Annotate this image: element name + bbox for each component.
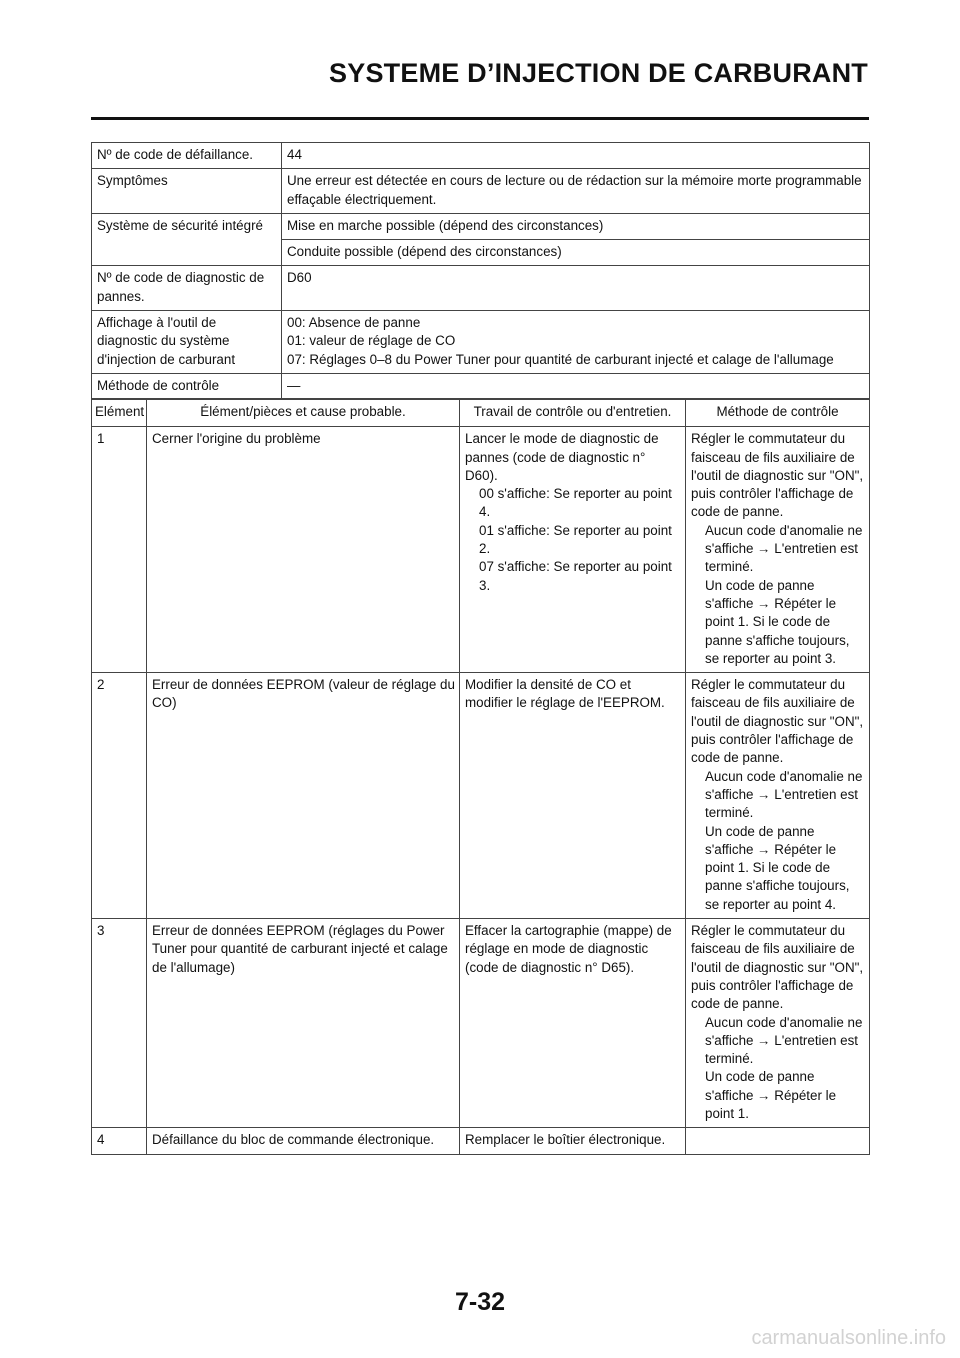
header-method: Méthode de contrôle: [686, 399, 870, 427]
safety-label: Système de sécurité intégré: [92, 213, 282, 266]
table-row: [92, 427, 870, 673]
row-method: [686, 673, 870, 919]
header-element: Élément/pièces et cause probable.: [147, 399, 460, 427]
row-item-number: 2: [92, 673, 147, 919]
method-step-no-fault: Aucun code d'anomalie ne s'affiche → L'entretien est terminé.: [705, 522, 863, 575]
symptoms-value: Une erreur est détectée en cours de lecture ou de rédaction sur la mémoire morte programmable effaçable électriquement.: [282, 169, 870, 214]
row-item-number: 1: [92, 427, 147, 673]
display-line: 01: valeur de réglage de CO: [287, 333, 456, 349]
method-intro: Régler le commutateur du faisceau de fils auxiliaire de l'outil de diagnostic sur "ON", puis contrôler l'affichage de code de panne.: [691, 677, 864, 766]
method-step-no-fault: Aucun code d'anomalie ne s'affiche → L'entretien est terminé.: [705, 1014, 863, 1067]
page-title: SYSTEME D’INJECTION DE CARBURANT: [329, 58, 868, 88]
display-line: 00: Absence de panne: [287, 315, 421, 331]
method-step-no-fault: Aucun code d'anomalie ne s'affiche → L'entretien est terminé.: [705, 768, 863, 821]
method-intro: Régler le commutateur du faisceau de fils auxiliaire de l'outil de diagnostic sur "ON", puis contrôler l'affichage de code de panne.: [691, 923, 864, 1012]
symptoms-label: Symptômes: [92, 169, 282, 214]
table-row: [92, 266, 870, 311]
tool-display-values: [282, 311, 870, 374]
page-number: 7-32: [454, 1288, 506, 1316]
work-intro: Remplacer le boîtier électronique.: [465, 1132, 666, 1148]
watermark: carmanualsonline.info: [751, 1327, 946, 1349]
row-method: [686, 1128, 870, 1154]
work-step: 01 s'affiche: Se reporter au point 2.: [479, 522, 672, 557]
header-item: Elément: [92, 399, 147, 427]
check-method-label: Méthode de contrôle: [92, 373, 282, 399]
table-row: [92, 919, 870, 1128]
row-element: Erreur de données EEPROM (valeur de réglage du CO): [147, 673, 460, 919]
diag-code-label: Nº de code de diagnostic de pannes.: [92, 266, 282, 311]
row-element: Défaillance du bloc de commande électronique.: [147, 1128, 460, 1154]
method-step-fault: Un code de panne s'affiche → Répéter le point 1. Si le code de panne s'affiche toujours, se reporter au point 3.: [705, 577, 850, 666]
row-element: Cerner l'origine du problème: [147, 427, 460, 673]
method-step-fault: Un code de panne s'affiche → Répéter le point 1.: [705, 1069, 837, 1121]
fault-code-label: Nº de code de défaillance.: [92, 143, 282, 169]
row-item-number: 3: [92, 919, 147, 1128]
table-row: [92, 373, 870, 399]
row-work: [460, 1128, 686, 1154]
safety-value-start: Mise en marche possible (dépend des circonstances): [282, 213, 870, 239]
safety-value-drive: Conduite possible (dépend des circonstances): [282, 240, 870, 266]
header-work: Travail de contrôle ou d'entretien.: [460, 399, 686, 427]
diagnosis-table: [91, 398, 870, 1155]
method-step-fault: Un code de panne s'affiche → Répéter le point 1. Si le code de panne s'affiche toujours, se reporter au point 4.: [705, 823, 850, 912]
table-row: [92, 311, 870, 374]
table-row: [92, 673, 870, 919]
table-row: [92, 1128, 870, 1154]
check-method-value: —: [282, 373, 870, 399]
display-line: 07: Réglages 0–8 du Power Tuner pour quantité de carburant injecté et calage de l'allumage: [287, 351, 834, 367]
work-intro: Effacer la cartographie (mappe) de réglage en mode de diagnostic (code de diagnostic n° D65).: [465, 923, 672, 975]
diag-code-value: D60: [282, 266, 870, 311]
table-header-row: [92, 399, 870, 427]
method-intro: Régler le commutateur du faisceau de fils auxiliaire de l'outil de diagnostic sur "ON", puis contrôler l'affichage de code de panne.: [691, 431, 864, 520]
work-step: 07 s'affiche: Se reporter au point 3.: [479, 559, 672, 593]
table-row: [92, 169, 870, 214]
work-intro: Lancer le mode de diagnostic de pannes (code de diagnostic n° D60).: [465, 431, 659, 483]
tool-display-label: Affichage à l'outil de diagnostic du système d'injection de carburant: [92, 311, 282, 374]
row-work: [460, 673, 686, 919]
row-element: Erreur de données EEPROM (réglages du Power Tuner pour quantité de carburant injecté et calage de l'allumage): [147, 919, 460, 1128]
row-work: [460, 919, 686, 1128]
row-method: [686, 919, 870, 1128]
work-step: 00 s'affiche: Se reporter au point 4.: [479, 486, 672, 520]
table-row: [92, 143, 870, 169]
fault-info-table: [91, 142, 870, 400]
row-work: [460, 427, 686, 673]
work-intro: Modifier la densité de CO et modifier le réglage de l'EEPROM.: [465, 677, 665, 711]
table-row: [92, 213, 870, 239]
row-method: [686, 427, 870, 673]
title-rule: [91, 117, 869, 120]
row-item-number: 4: [92, 1128, 147, 1154]
fault-code-value: 44: [282, 143, 870, 169]
